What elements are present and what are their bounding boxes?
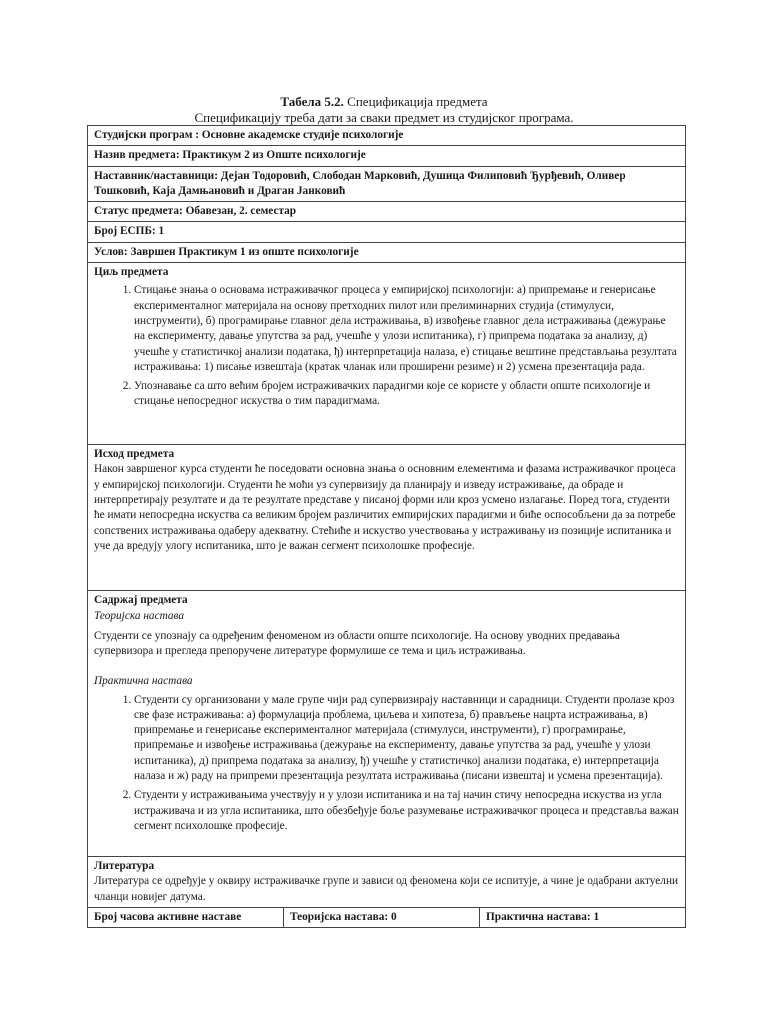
- course-status-cell: Статус предмета: Обавезан, 2. семестар: [88, 202, 686, 222]
- theory-hours-cell: Теоријска настава: 0: [284, 908, 480, 928]
- course-content-heading: Садржај предмета: [94, 594, 188, 607]
- course-goal-list: [94, 283, 679, 409]
- condition-cell: Услов: Завршен Практикум 1 из опште психологије: [88, 242, 686, 262]
- list-item: 2. Упознавање са што већим бројем истраживачких парадигми које се користе у области опште психологије и стицање непосредног искуства о тим парадигмама.: [134, 379, 679, 410]
- table-caption-text: Спецификација предмета: [343, 94, 488, 109]
- course-name-cell: Назив предмета: Практикум 2 из Опште психологије: [88, 146, 686, 166]
- teachers-cell: Наставник/наставници: Дејан Тодоровић, Слободан Марковић, Душица Филиповић Ђурђевић, Оливер Тошковић, Каја Дамњановић и Драган Јанковић: [88, 166, 686, 202]
- course-specification-table: [87, 125, 686, 928]
- course-outcome-cell: [88, 445, 686, 591]
- espb-cell: Број ЕСПБ: 1: [88, 222, 686, 242]
- active-hours-label: Број часова активне наставе: [88, 908, 284, 928]
- list-item: 1. Студенти су организовани у мале групе чији рад супервизирају наставници и сарадници. Студенти пролазе кроз све фазе истраживања: а) формулација проблема, циљева и хипотеза, б) прављење нацрта истраживања, в) припремање и генерисање експерименталног материјала (стимулуси, инструменти), г) програмирање, припремање и извођење истраживања (дежурање на експерименту, давање упутства за рад, учешће у улози испитаника), д) припрема података за анализу, ђ) учешће у статистичкој анализи података, е) интерпретација налаза и ж) раду на припреми презентација резултата истраживања (писани извештај и усмена презентација).: [134, 693, 679, 785]
- theory-teaching-text: Студенти се упознају са одређеним феноменом из области опште психологије. На основу уводних предавања супервизора и прегледа препоручене литературе формулише се тема и циљ истраживања.: [94, 629, 620, 657]
- practical-teaching-list: [94, 693, 679, 835]
- literature-heading: Литература: [94, 860, 155, 873]
- table-number: Табела 5.2.: [280, 94, 344, 109]
- theory-teaching-label: Теоријска настава: [94, 610, 184, 623]
- list-item: 1. Стицање знања о основама истраживачког процеса у емпиријској психологији: а) припремање и генерисање експерименталног материјала на основу претходних пилот или прелиминарних студија (стимулуси, инструменти), б) програмирање главног дела истраживања, в) извођење главног дела истраживања (дежурање на експерименту, давање упутства за рад, учешће у улози испитаника), г) припрема података за анализу, д) учешће у статистичкој анализи података, ђ) интерпретација налаза, е) стицање вештине представљања резултата истраживања: 1) писање извештаја (кратак чланак или проширени резиме) и 2) усмена презентација рада.: [134, 283, 679, 375]
- course-outcome-text: Након завршеног курса студенти ће поседовати основна знања о основним елементима и фазама истраживачког процеса у емпиријској психологији. Студенти ће моћи уз супервизију да планирају и изведу истраживање, да обраде и интерпретирају резултате и да те резултате представе у писаној форми или кроз усмено излагање. Поред тога, студенти ће имати непосредна искуства са великим бројем различитих емпиријских парадигми и биће оспособљени да за потребе сопствених истраживања одаберу адекватну. Стећиће и искуство учествовања у истраживању из позиције испитаника и уче да вредују улогу испитаника, што је важан сегмент психолошке професије.: [94, 463, 676, 552]
- study-program-cell: Студијски програм : Основне академске студије психологије: [88, 126, 686, 146]
- course-outcome-heading: Исход предмета: [94, 448, 175, 461]
- course-goal-cell: [88, 263, 686, 445]
- table-subtitle: Спецификацију треба дати за сваки предмет из студијског програма.: [194, 110, 574, 125]
- practice-hours-cell: Практична настава: 1: [480, 908, 686, 928]
- literature-cell: [88, 857, 686, 908]
- course-goal-heading: Циљ предмета: [94, 266, 169, 279]
- table-caption: [0, 93, 768, 110]
- practical-teaching-label: Практична настава: [94, 675, 193, 688]
- literature-text: Литература се одређује у оквиру истраживачке групе и зависи од феномена који се испитује, а чине је одабрани актуелни чланци новијег датума.: [94, 875, 679, 903]
- course-content-cell: [88, 591, 686, 857]
- list-item: 2. Студенти у истраживањима учествују и у улози испитаника и на тај начин стичу непосредна искуства из угла истраживача и из угла испитаника, што обезбеђује боље разумевање истраживачког процеса и представља важан сегмент психолошке професије.: [134, 788, 679, 834]
